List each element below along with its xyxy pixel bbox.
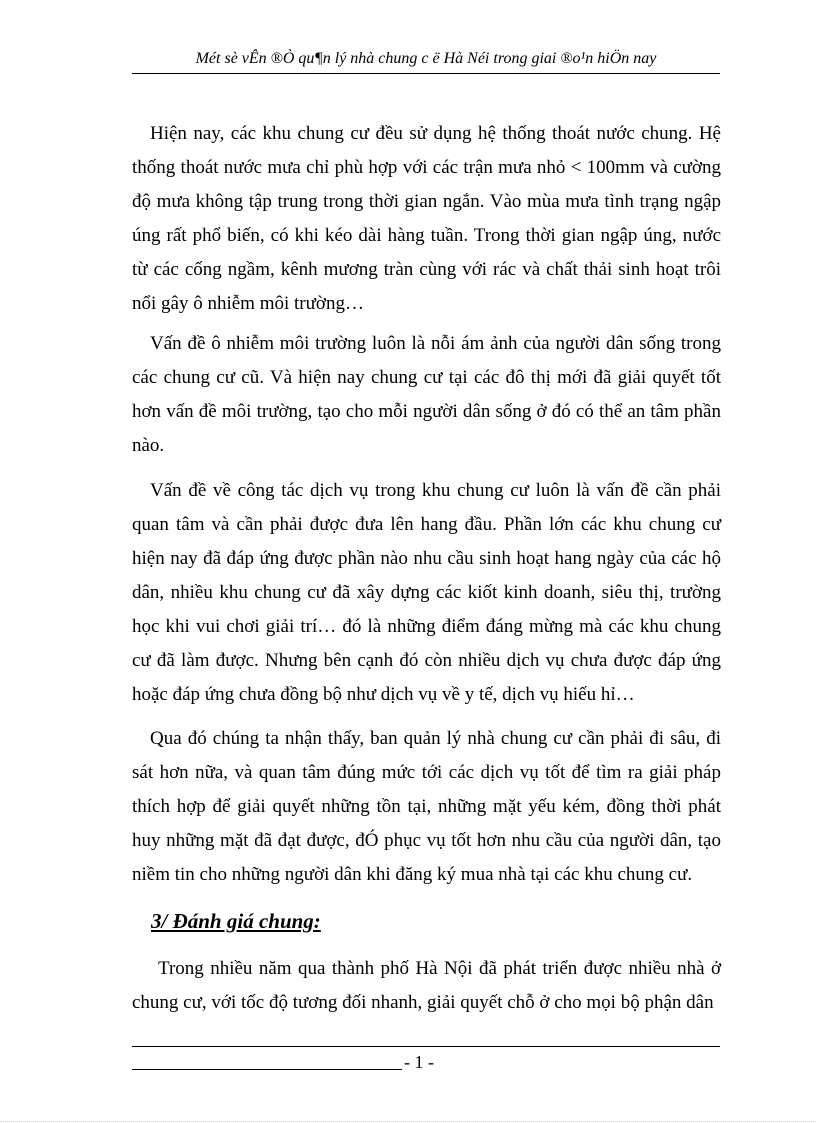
header-divider xyxy=(132,73,720,74)
page-number: - 1 - xyxy=(404,1052,434,1072)
footer-short-line xyxy=(132,1069,402,1070)
paragraph-pollution: Vấn đề ô nhiễm môi trường luôn là nỗi ám ảnh của người dân sống trong các chung cư cũ. Và hiện nay chung cư tại các đô thị mới đã giải quyết tốt hơn vấn đề môi trường, tạo cho mỗi người dân sống ở đó có thể an tâm phần nào. xyxy=(132,333,721,456)
section-heading: 3/ Đánh giá chung: xyxy=(151,909,321,933)
page-bottom-edge xyxy=(0,1121,816,1122)
footer-divider xyxy=(132,1046,720,1047)
paragraph-drainage: Hiện nay, các khu chung cư đều sử dụng hệ thống thoát nước chung. Hệ thống thoát nước mưa chỉ phù hợp với các trận mưa nhỏ < 100mm và cường độ mưa không tập trung trong thời gian ngắn. Vào mùa mưa tình trạng ngập úng rất phổ biến, có khi kéo dài hàng tuần. Trong thời gian ngập úng, nước từ các cống ngầm, kênh mương tràn cùng với rác và chất thải sinh hoạt trôi nổi gây ô nhiễm môi trường… xyxy=(132,123,721,314)
paragraph-services: Vấn đề về công tác dịch vụ trong khu chung cư luôn là vấn đề cần phải quan tâm và cần phải được đưa lên hang đầu. Phần lớn các khu chung cư hiện nay đã đáp ứng được phần nào nhu cầu sinh hoạt hang ngày của các hộ dân, nhiều khu chung cư đã xây dựng các kiốt kinh doanh, siêu thị, trường học khi vui chơi giải trí… đó là những điểm đáng mừng mà các khu chung cư đã làm được. Nhưng bên cạnh đó còn nhiều dịch vụ chưa được đáp ứng hoặc đáp ứng chưa đồng bộ như dịch vụ về y tế, dịch vụ hiếu hỉ… xyxy=(132,480,721,705)
paragraph-management: Qua đó chúng ta nhận thấy, ban quản lý nhà chung cư cần phải đi sâu, đi sát hơn nữa, và quan tâm đúng mức tới các dịch vụ tốt để tìm ra giải pháp thích hợp để giải quyết những tồn tại, những mặt yếu kém, đồng thời phát huy những mặt đã đạt được, đÓ phục vụ tốt hơn nhu cầu của người dân, tạo niềm tin cho những người dân khi đăng ký mua nhà tại các khu chung cư. xyxy=(132,728,721,885)
paragraph-general-assessment: Trong nhiều năm qua thành phố Hà Nội đã phát triển được nhiều nhà ở chung cư, với tốc độ tương đối nhanh, giải quyết chỗ ở cho mọi bộ phận dân xyxy=(132,958,721,1013)
running-header: Mét sè vÊn ®Ò qu¶n lý nhà chung c ë Hà Néi trong giai ®o¹n hiÖn nay xyxy=(195,50,657,67)
